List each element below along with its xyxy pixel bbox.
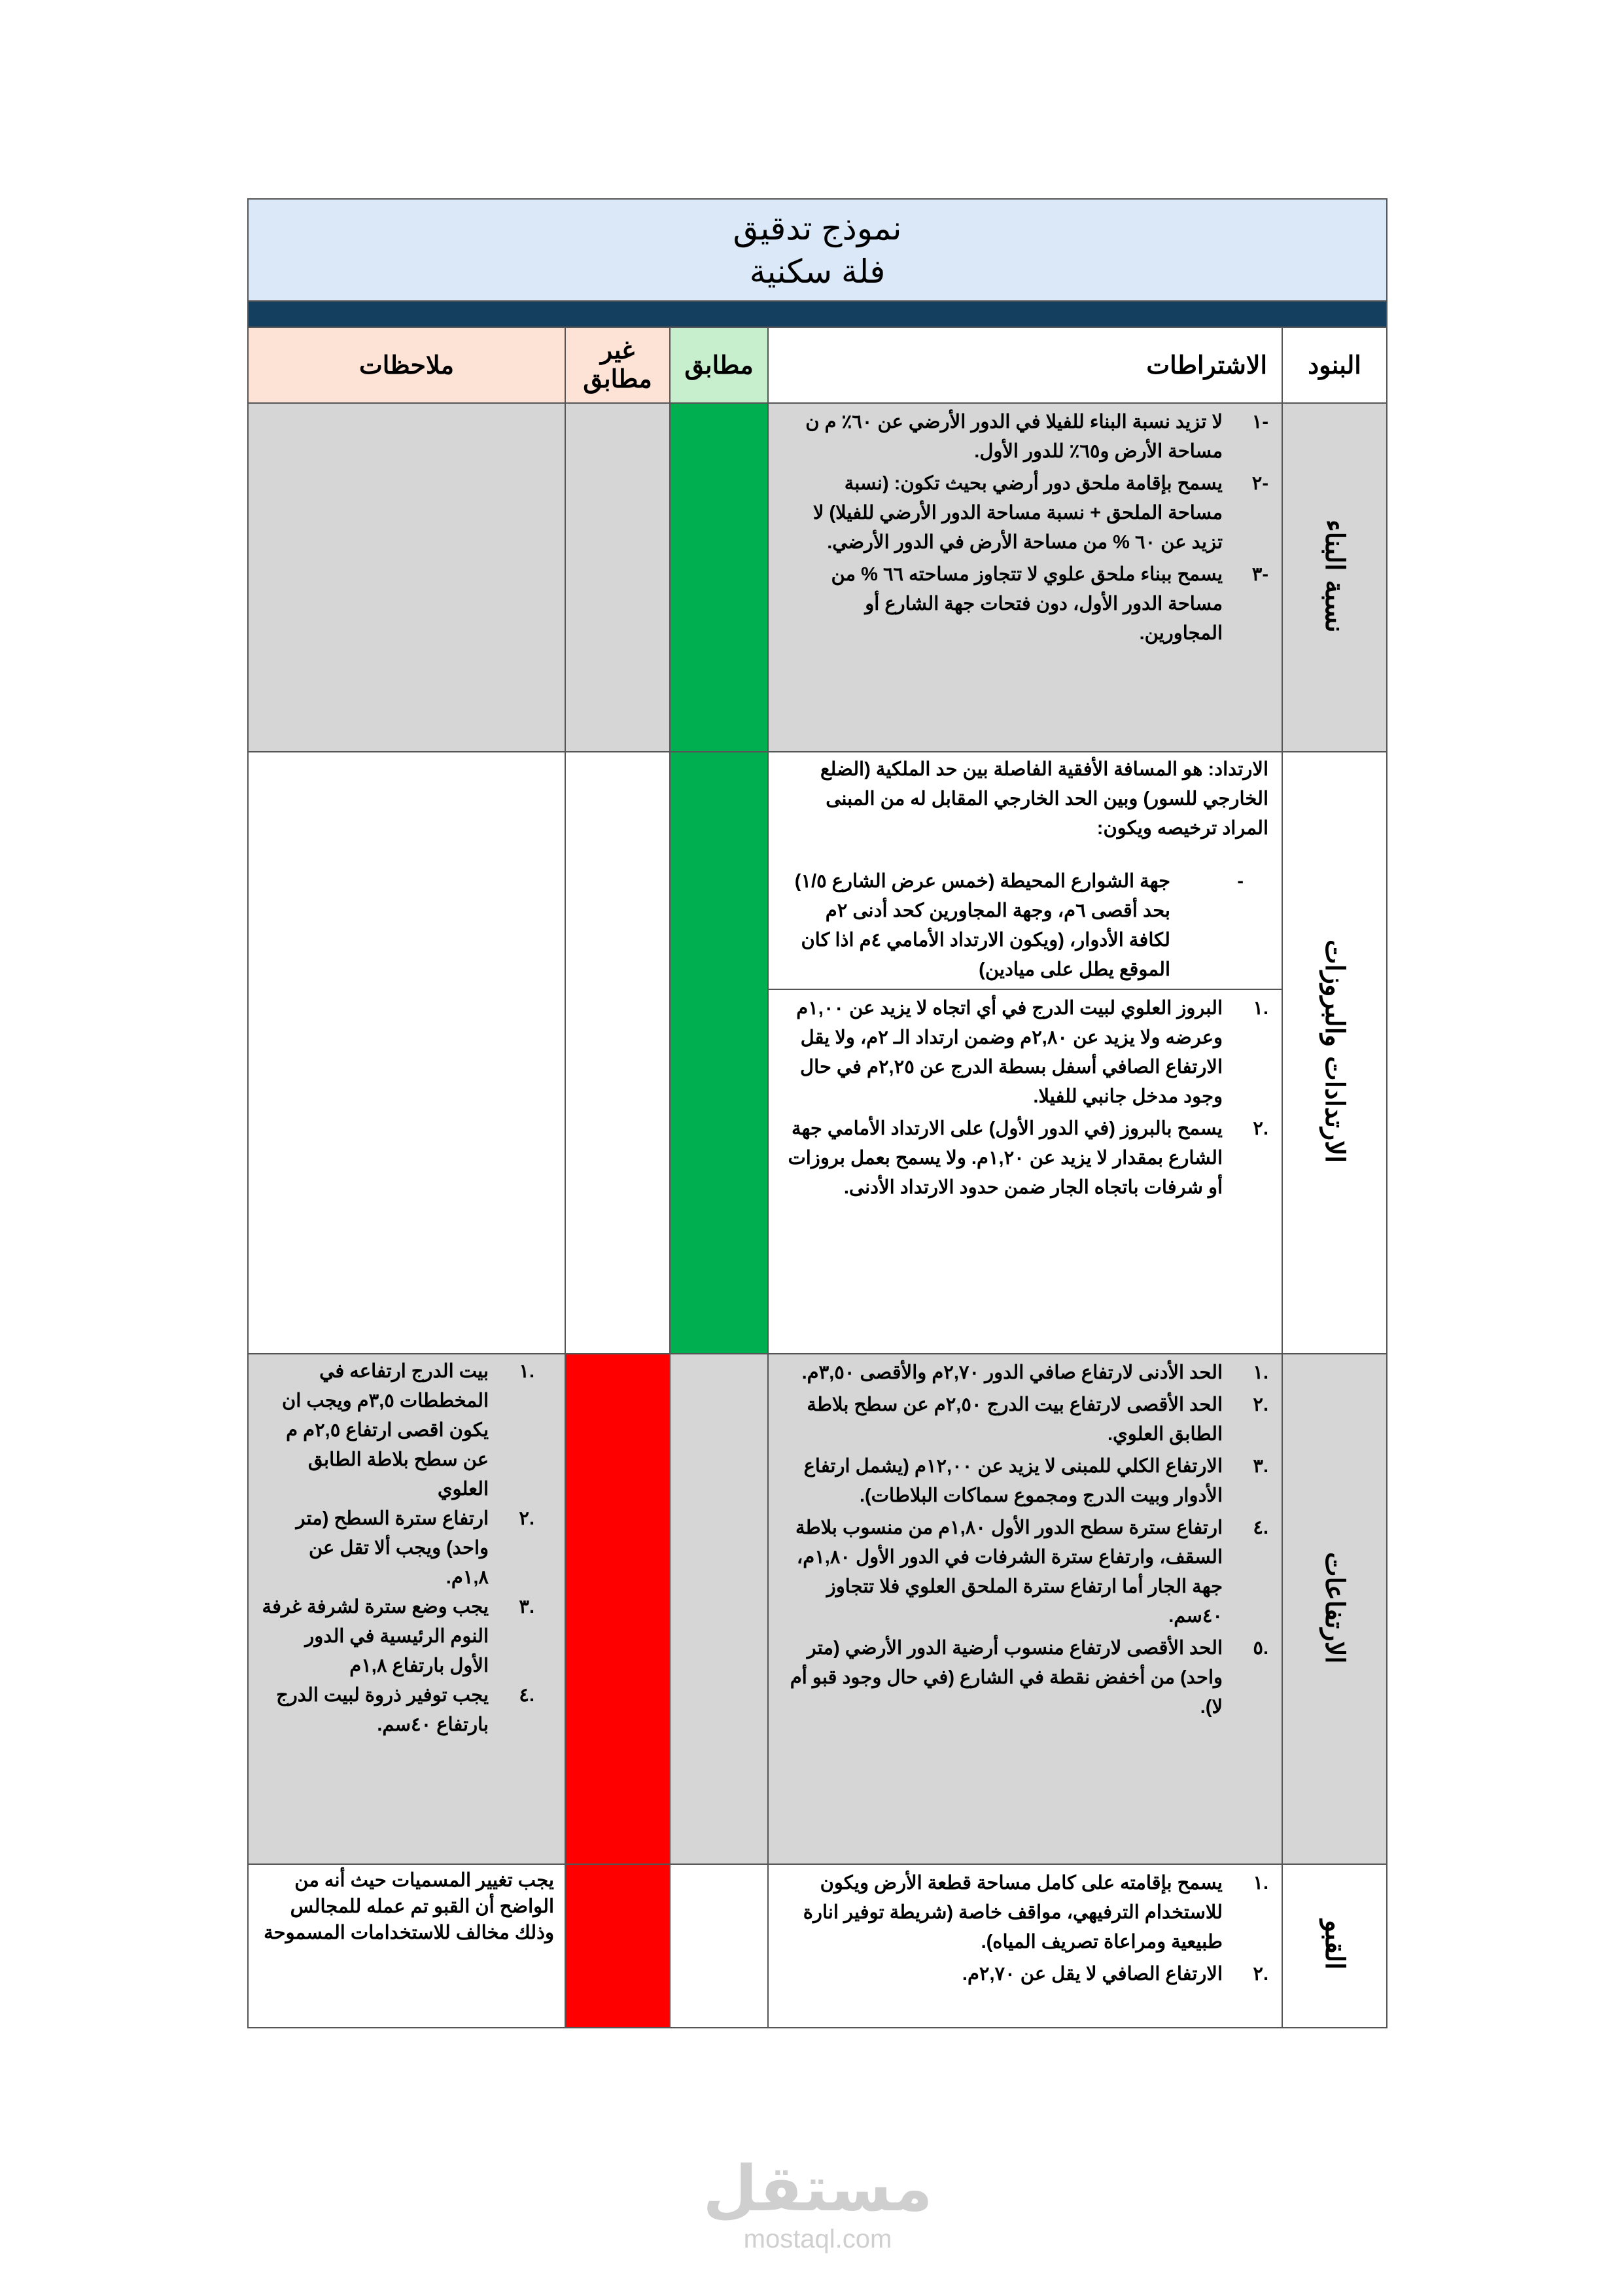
watermark-arabic: مستقل [703, 2152, 933, 2225]
requirements-list [769, 404, 1282, 654]
requirement-text: البروز العلوي لبيت الدرج في أي اتجاه لا يزيد عن ١,٠٠م وعرضه ولا يزيد عن ٢,٨٠م وضمن ارتداد الـ ٢م، ولا يقل الارتفاع الصافي أسفل بسطة الدرج عن ٢,٢٥م في حال وجود مدخل جانبي للفيلا. [796, 998, 1223, 1107]
notes-cell [248, 752, 565, 1354]
requirements-list [769, 1865, 1282, 1994]
notes-cell [248, 403, 565, 752]
requirement-text: الحد الأقصى لارتفاع منسوب أرضية الدور الأرضي (متر واحد) من أخفض نقطة في الشارع (في حال وجود قبو أم لا). [790, 1638, 1223, 1718]
header-requirements: الاشتراطات [768, 327, 1282, 403]
requirement-item [784, 1960, 1268, 1989]
requirement-item [784, 1869, 1268, 1957]
requirement-item [784, 1513, 1268, 1631]
note-text: يجب تغيير المسميات حيث أنه من الواضح أن القبو تم عمله للمجالس وذلك مخالف للاستخدامات المسموحة [264, 1870, 555, 1943]
requirement-item [784, 469, 1268, 557]
requirement-text: الارتفاع الصافي لا يقل عن ٢,٧٠م. [962, 1964, 1223, 1985]
note-number: .٢ [519, 1508, 535, 1529]
requirement-number: .٢ [1253, 1964, 1269, 1985]
header-compliant: مطابق [670, 327, 768, 403]
watermark-latin: mostaql.com [743, 2225, 892, 2253]
title-row [248, 199, 1387, 301]
requirement-text: الحد الأدنى لارتفاع صافي الدور ٢,٧٠م والأقصى ٣,٥٠م. [801, 1362, 1223, 1383]
form-title-line2: فلة سكنية [749, 253, 886, 290]
section-row-building-ratio [248, 403, 1387, 752]
requirement-text: يسمح بإقامة ملحق دور أرضي بحيث تكون: (نسبة مساحة الملحق + نسبة مساحة الدور الأرضي للفيلا) لا تزيد عن ٦٠ % من مساحة الأرض في الدور الأرضي. [812, 473, 1223, 553]
note-text: يجب وضع سترة لشرفة غرفة النوم الرئيسية في الدور الأول بارتفاع ١,٨م [262, 1597, 489, 1676]
requirement-text: ارتفاع سترة سطح الدور الأول ١,٨٠م من منسوب بلاطة السقف، وارتفاع سترة الشرفات في الدور الأول ١,٨٠م، جهة الجار أما ارتفاع سترة الملحق العلوي فلا تتجاوز ٤٠سم. [795, 1517, 1223, 1627]
requirements-list [769, 1354, 1282, 1727]
requirement-text: لا تزيد نسبة البناء للفيلا في الدور الأرضي عن ٦٠٪ م ن مساحة الأرض و٦٥٪ للدور الأول. [805, 412, 1223, 462]
requirement-item [784, 1634, 1268, 1722]
note-item [262, 1681, 554, 1740]
compliant-cell [670, 1864, 768, 2028]
note-item [262, 1504, 554, 1593]
note-number: .١ [519, 1361, 535, 1382]
note-text: بيت الدرج ارتفاعه في المخططات ٣,٥م ويجب ان يكون اقصى ارتفاع ٢,٥م م عن سطح بلاطة الطابق العلوي [281, 1361, 489, 1500]
requirements-list [769, 990, 1282, 1208]
section-label-cell [1282, 1864, 1387, 2028]
notes-cell [248, 1354, 565, 1864]
requirement-item [784, 408, 1268, 467]
non-compliant-cell [565, 403, 670, 752]
requirement-item [784, 560, 1268, 648]
requirement-text: يسمح بإقامته على كامل مساحة قطعة الأرض ويكون للاستخدام الترفيهي، مواقف خاصة (شريطة توفير انارة طبيعية ومراعاة تصريف المياه). [803, 1873, 1223, 1952]
requirements-cell [768, 752, 1282, 1354]
header-items: البنود [1282, 327, 1387, 403]
form-title-line1: نموذج تدقيق [733, 210, 902, 247]
audit-table [247, 198, 1387, 2028]
form-title [248, 199, 1387, 301]
requirement-number: .١ [1253, 1362, 1269, 1383]
projections-subsection [769, 989, 1282, 1208]
section-row-setbacks [248, 752, 1387, 1354]
requirement-number: .١ [1253, 1873, 1269, 1894]
requirements-cell [768, 1864, 1282, 2028]
section-label-cell [1282, 752, 1387, 1354]
requirement-item [784, 994, 1268, 1112]
non-compliant-cell [565, 1354, 670, 1864]
section-label-cell [1282, 1354, 1387, 1864]
requirement-item [784, 1390, 1268, 1449]
notes-list [249, 1354, 565, 1740]
requirement-number: -٢ [1251, 473, 1269, 494]
requirements-cell [768, 1354, 1282, 1864]
notes-cell [248, 1864, 565, 2028]
setback-definition: الارتداد: هو المسافة الأفقية الفاصلة بين حد الملكية (الضلع الخارجي للسور) وبين الحد الخارجي المقابل له من المبنى المراد ترخيصه ويكون: [820, 759, 1269, 839]
requirement-text: يسمح ببناء ملحق علوي لا تتجاوز مساحته ٦٦ % من مساحة الدور الأول، دون فتحات جهة الشارع أو المجاورين. [831, 564, 1223, 644]
note-item [262, 1357, 554, 1504]
title-divider-bar [248, 301, 1387, 327]
section-label: نسبة البناء [1319, 520, 1351, 633]
mostaql-watermark [680, 2153, 955, 2253]
section-label: الارتفاعات [1319, 1551, 1351, 1664]
section-row-basement [248, 1864, 1387, 2028]
section-label-cell [1282, 403, 1387, 752]
requirement-number: .٢ [1253, 1118, 1269, 1139]
requirement-number: - [1237, 871, 1244, 892]
requirement-number: .٢ [1253, 1394, 1269, 1415]
requirement-text: الحد الأقصى لارتفاع بيت الدرج ٢,٥٠م عن سطح بلاطة الطابق العلوي. [807, 1394, 1223, 1445]
requirement-item [784, 1114, 1268, 1203]
requirement-number: .٥ [1253, 1638, 1269, 1659]
header-non-compliant: غير مطابق [565, 327, 670, 403]
section-row-heights [248, 1354, 1387, 1864]
audit-form [247, 198, 1386, 2028]
requirements-cell [768, 403, 1282, 752]
requirement-number: -٣ [1251, 564, 1269, 585]
requirement-number: .٣ [1253, 1456, 1269, 1477]
requirement-number: .٤ [1253, 1517, 1269, 1538]
non-compliant-cell [565, 752, 670, 1354]
setback-streets-item [769, 843, 1282, 989]
section-label: القبو [1319, 1919, 1351, 1970]
compliant-cell [670, 752, 768, 1354]
note-number: .٤ [519, 1685, 535, 1706]
title-divider-row [248, 301, 1387, 327]
compliant-cell [670, 403, 768, 752]
requirement-text: يسمح بالبروز (في الدور الأول) على الارتداد الأمامي جهة الشارع بمقدار لا يزيد عن ١,٢٠م. ولا يسمح بعمل بروزات أو شرفات باتجاه الجار ضمن حدود الارتداد الأدنى. [788, 1118, 1223, 1198]
note-number: .٣ [519, 1597, 535, 1617]
section-label: الارتدادات والبروزات [1319, 940, 1351, 1163]
requirement-item [784, 1452, 1268, 1511]
header-row [248, 327, 1387, 403]
note-text: ارتفاع سترة السطح (متر واحد) ويجب ألا تقل عن ١,٨م. [296, 1508, 489, 1588]
requirement-number: .١ [1253, 998, 1269, 1019]
compliant-cell [670, 1354, 768, 1864]
requirement-text: الارتفاع الكلي للمبنى لا يزيد عن ١٢,٠٠م (يشمل ارتفاع الأدوار وبيت الدرج ومجموع سماكات البلاطات). [803, 1456, 1223, 1506]
requirement-text: جهة الشوارع المحيطة (خمس عرض الشارع ١/٥) بحد أقصى ٦م، وجهة المجاورين كحد أدنى ٢م لكافة الأدوار، (ويكون الارتداد الأمامي ٤م اذا كان الموقع يطل على ميادين) [794, 871, 1171, 980]
header-notes: ملاحظات [248, 327, 565, 403]
requirement-number: -١ [1251, 412, 1269, 433]
non-compliant-cell [565, 1864, 670, 2028]
note-text: يجب توفير ذروة لبيت الدرج بارتفاع ٤٠سم. [276, 1685, 489, 1735]
requirement-item [784, 1358, 1268, 1388]
note-item [262, 1593, 554, 1681]
